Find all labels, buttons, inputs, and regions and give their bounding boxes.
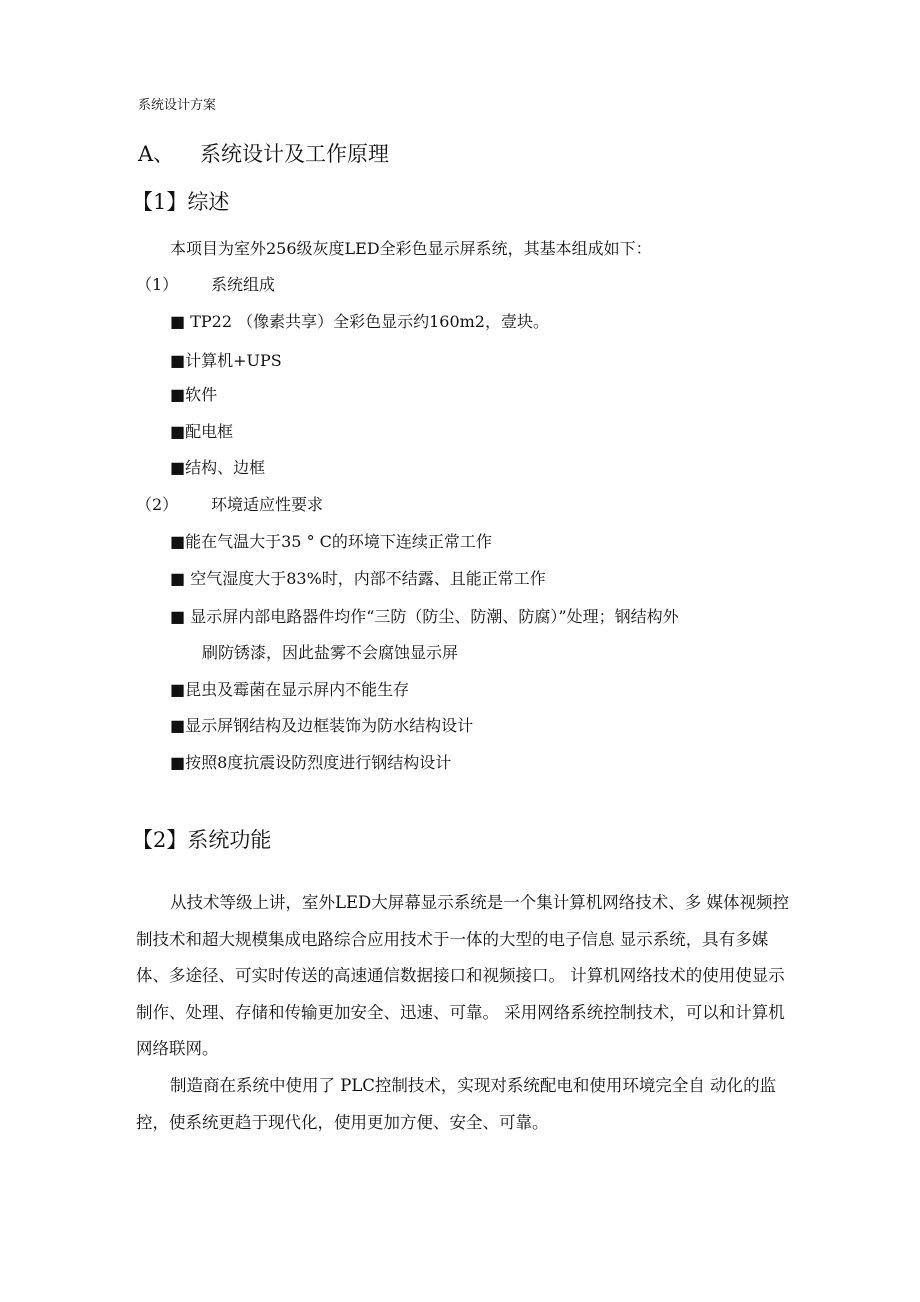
subsection1-heading xyxy=(136,272,275,295)
list-item-three-proof: ■ 显示屏内部电路器件均作“三防（防尘、防潮、防腐）”处理；钢结构外 xyxy=(170,607,679,626)
section2-title: 【2】系统功能 xyxy=(132,828,272,852)
list-item-seismic: ■按照8度抗震设防烈度进行钢结构设计 xyxy=(170,753,452,772)
list-item-temperature: ■能在气温大于35 ° C的环境下连续正常工作 xyxy=(170,532,492,551)
list-item-humidity: ■ 空气湿度大于83%时，内部不结露、且能正常工作 xyxy=(170,569,546,588)
list-item-display: ■ TP22 （像素共享）全彩色显示约160m2，壹块。 xyxy=(170,312,549,331)
list-item-structure: ■结构、边框 xyxy=(170,458,266,477)
list-item-computer: ■计算机+UPS xyxy=(170,351,282,370)
list-item-waterproof: ■显示屏钢结构及边框装饰为防水结构设计 xyxy=(170,716,474,735)
subsection1-title: 系统组成 xyxy=(211,275,276,294)
subsection2-title: 环境适应性要求 xyxy=(211,495,324,514)
section2-paragraph-1: 从技术等级上讲，室外LED大屏幕显示系统是一个集计算机网络技术、多 媒体视频控制技术和超大规模集成电路综合应用技术于一体的大型的电子信息 显示系统，具有多媒体、多途径、可实时传送的高速通信数据接口和视频接口。 计算机网络技术的使用使显示制作、处理、存储和传输更加安全、迅速、可靠。 采用网络系统控制技术，可以和计算机网络联网。 xyxy=(136,893,789,1058)
heading-title: 系统设计及工作原理 xyxy=(200,142,389,166)
list-item-insects: ■昆虫及霉菌在显示屏内不能生存 xyxy=(170,680,410,699)
heading-number: A、 xyxy=(138,142,175,166)
section1-title: 【1】综述 xyxy=(132,190,230,214)
section1-intro: 本项目为室外256级灰度LED全彩色显示屏系统，其基本组成如下： xyxy=(170,239,652,258)
subsection2-heading xyxy=(136,492,323,515)
list-item-distribution-box: ■配电框 xyxy=(170,422,234,441)
section2-paragraph-2: 制造商在系统中使用了 PLC控制技术，实现对系统配电和使用环境完全自 动化的监控，使系统更趋于现代化，使用更加方便、安全、可靠。 xyxy=(136,1076,777,1132)
subsection1-number: （1） xyxy=(136,275,179,294)
list-item-three-proof-continued: 刷防锈漆，因此盐雾不会腐蚀显示屏 xyxy=(202,643,459,662)
main-heading xyxy=(138,138,389,168)
subsection2-number: （2） xyxy=(136,495,179,514)
list-item-software: ■软件 xyxy=(170,385,218,404)
running-header: 系统设计方案 xyxy=(138,98,217,113)
